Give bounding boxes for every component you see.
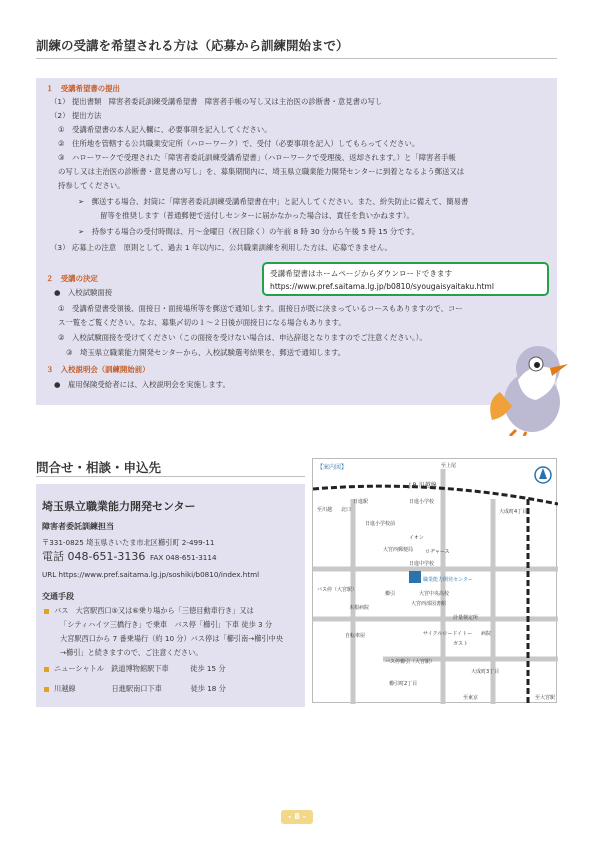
map-label: 至川越	[317, 507, 333, 513]
map-label: バス停（大宮駅）	[317, 587, 358, 593]
map-label: 計量検定所	[453, 615, 479, 621]
download-note-text: 受講希望書はホームページからダウンロードできます	[270, 269, 453, 278]
transport-text: 川越線 日進駅南口下車 徒歩 18 分	[54, 684, 226, 693]
text-line: ス一覧をご覧ください。なお、募集〆切の１～２日後が面接日になる場合もあります。	[58, 318, 346, 327]
section-title-rule	[36, 476, 305, 477]
text-line: ① 受講希望書受領後、面接日・面接場所等を郵送で通知します。面接日が既に決まっているコースもありますので、コー	[58, 304, 463, 313]
section-title-application: 訓練の受講を希望される方は（応募から訓練開始まで）	[36, 38, 349, 53]
map-label: バス停櫛引（大宮駅）	[385, 659, 436, 665]
text-line: の写し又は主治医の診断書・意見書の写し」を、募集期間内に、埼玉県立職業能力開発センターに到着となるよう郵送又は	[58, 167, 465, 176]
map-label: 北口	[341, 507, 352, 513]
phone: 電話 048-651-3136	[42, 550, 146, 563]
map-label: 日進小学校前	[365, 521, 396, 527]
contact-panel	[36, 484, 305, 707]
map-label: 至東京	[463, 695, 479, 701]
center-name: 埼玉県立職業能力開発センター	[42, 500, 196, 513]
fax: FAX 048-651-3114	[150, 553, 217, 562]
transport-text: 大宮駅西口から 7 番乗場行（約 10 分）バス停は「櫛引南→櫛引中央	[60, 634, 283, 643]
text-line: ➢ 持参する場合の受付時間は、月～金曜日（祝日除く）の午前 8 時 30 分から午後 5 時 15 分です。	[78, 227, 419, 236]
map-label: イオン	[409, 535, 424, 541]
map-label: 大成町4丁目	[499, 509, 528, 515]
transport-item	[44, 684, 226, 694]
transport-text: 「シティハイツ三橋行き」で乗車 バス停「櫛引」下車 徒歩 3 分	[60, 620, 273, 629]
map-label: サイクルロードイトー	[423, 631, 473, 637]
map-label: J R 川越線	[409, 482, 437, 489]
access-map	[312, 458, 557, 703]
bullet-icon: ●	[54, 288, 68, 297]
map-legend: 【案内図】	[317, 464, 348, 471]
address: 〒331-0825 埼玉県さいたま市北区櫛引町 2-499-11	[42, 538, 215, 547]
text-line: ① 受講希望書の本人記入欄に、必要事項を記入してください。	[58, 125, 272, 134]
transport-item	[44, 664, 226, 674]
page-number: - 8 -	[281, 810, 313, 824]
section-title-contact: 問合せ・相談・申込先	[36, 460, 162, 475]
text-line: ② 住所地を管轄する公共職業安定所（ハローワーク）で、受付（必要事項を記入）してもらってください。	[58, 139, 420, 148]
text-line: （2） 提出方法	[50, 111, 102, 120]
map-label: 日進小学校	[409, 499, 435, 505]
mascot-bird-icon	[486, 340, 570, 436]
selection-label	[54, 288, 112, 298]
map-label: 至大宮駅	[535, 695, 556, 701]
map-label: 大宮西部図書館	[411, 601, 447, 607]
bullet-icon: ●	[54, 380, 68, 389]
map-label: 至上尾	[441, 463, 457, 469]
selection-label-text: 入校試験面接	[67, 288, 113, 297]
application-panel	[36, 78, 557, 405]
text-line: ② 入校試験面接を受けてください（この面接を受けない場合は、申込辞退となりますのでご注意ください。）。	[58, 333, 427, 342]
section-title-rule	[36, 58, 557, 59]
heading-submit: １ 受講希望書の提出	[46, 84, 120, 93]
bullet-icon	[44, 687, 49, 692]
map-label: ロヂャース	[425, 549, 450, 555]
download-note	[262, 262, 549, 296]
map-label: 櫛引	[385, 591, 396, 597]
phone-line	[42, 552, 217, 563]
heading-orientation: ３ 入校説明会（訓練開始前）	[46, 365, 150, 374]
map-label: 木根病院	[349, 605, 370, 611]
bullet-icon	[44, 609, 49, 614]
transport-text: ニューシャトル 鉄道博物館駅下車 徒歩 15 分	[54, 664, 226, 673]
bullet-icon	[44, 667, 49, 672]
orientation-text: 雇用保険受給者には、入校説明会を実施します。	[67, 380, 230, 389]
text-line: （3） 応募上の注意 原則として、過去 1 年以内に、公共職業訓練を利用した方は、応募できません。	[50, 243, 392, 252]
dept-name: 障害者委託訓練担当	[42, 522, 114, 531]
heading-decision: ２ 受講の決定	[46, 274, 98, 283]
map-label: 職業能力開発センター	[423, 577, 473, 583]
text-line: ③ ハローワークで受理された「障害者委託訓練受講希望書」（ハローワークで受理後、返却されます。）と「障害者手帳	[58, 153, 456, 162]
text-line: 留等を推奨します（普通郵便で送付しセンターに届かなかった場合は、責任を負いかねます）。	[100, 211, 414, 220]
text-line: （1） 提出書類 障害者委託訓練受講希望書 障害者手帳の写し又は主治医の診断書・意見書の写し	[50, 97, 383, 106]
map-label: 大宮中央高校	[419, 591, 450, 597]
orientation-line	[54, 380, 230, 390]
map-label: 大宮西郵便局	[383, 547, 414, 553]
map-label: 病院	[481, 631, 492, 637]
map-label: 櫛引町2丁目	[389, 681, 418, 687]
map-label: 日進中学校	[409, 561, 435, 567]
transport-text: →櫛引」と続きますので、ご注意ください。	[60, 648, 203, 657]
transport-item	[44, 606, 254, 616]
map-label: 大成町3丁目	[471, 669, 500, 675]
text-line: ③ 埼玉県立職業能力開発センターから、入校試験選考結果を、郵送で通知します。	[66, 348, 346, 357]
url[interactable]: URL https://www.pref.saitama.lg.jp/soshiki/b0810/index.html	[42, 570, 260, 579]
transport-heading: 交通手段	[42, 592, 74, 601]
map-label: ガスト	[453, 641, 469, 647]
map-label: 自転車屋	[345, 633, 366, 639]
download-link[interactable]: https://www.pref.saitama.lg.jp/b0810/syougaisyaitaku.html	[270, 282, 494, 291]
text-line: 持参してください。	[58, 181, 125, 190]
transport-text: バス 大宮駅西口⑤又は⑥乗り場から「三徳目動車行き」又は	[54, 606, 254, 615]
map-label: 日進駅	[353, 499, 369, 505]
text-line: ➢ 郵送する場合、封筒に「障害者委託訓練受講希望書在中」と記入してください。また、紛失防止に備えて、簡易書	[78, 197, 469, 206]
